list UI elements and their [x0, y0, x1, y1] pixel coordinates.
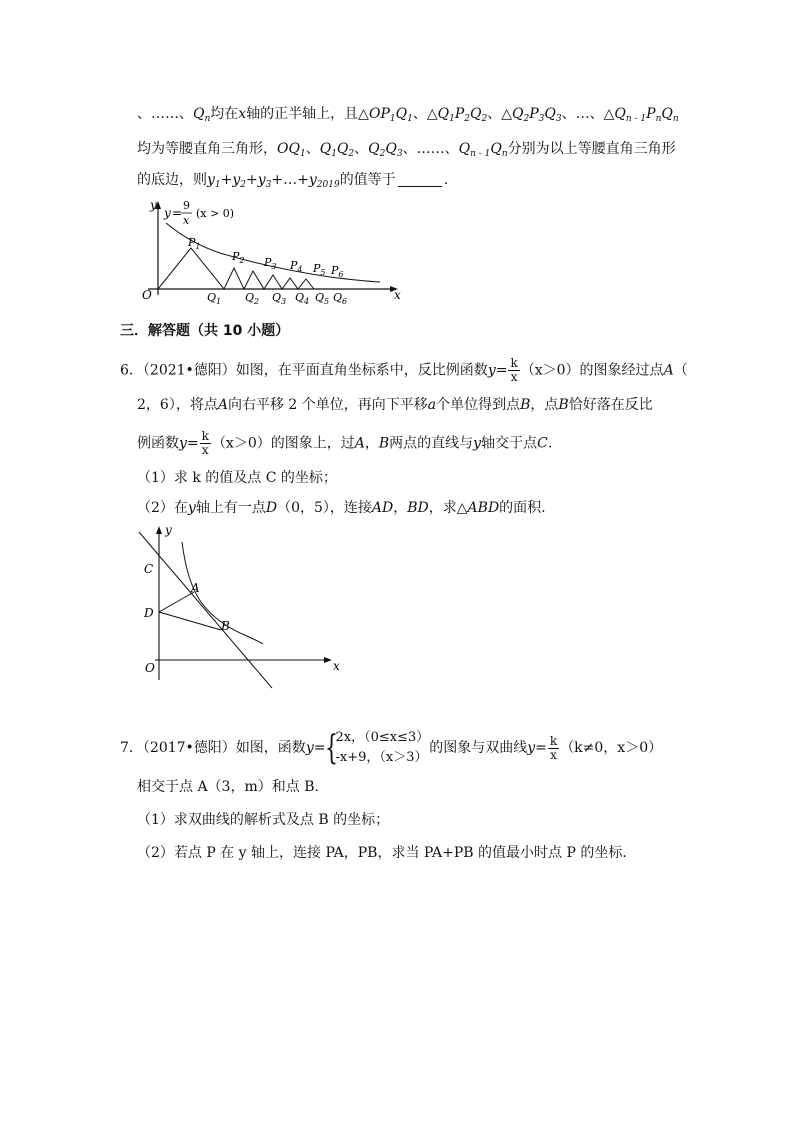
fig2-x-label: x	[333, 659, 340, 673]
label-p5: $P_5$	[313, 262, 326, 277]
label-d: D	[144, 606, 154, 620]
label-q6: $Q_6$	[333, 291, 348, 306]
func-num: 9	[183, 199, 190, 212]
figure-q6	[135, 520, 350, 695]
label-c: C	[144, 562, 154, 576]
label-q4: $Q_4$	[295, 291, 310, 306]
func-cond: (x > 0)	[196, 207, 234, 220]
func-y: y	[164, 206, 171, 220]
q5-line-2: 均为等腰直角三角形，$OQ_1$、$Q_1Q_2$、$Q_2Q_3$、……、$Q_{n - 1}Q_n$分别为以上等腰直角三角形	[137, 141, 676, 159]
q7-line-2: 相交于点 A（3，m）和点 B.	[137, 779, 319, 795]
x-axis-arrow	[324, 657, 332, 663]
label-b: B	[221, 619, 230, 633]
q5-line-3: 的底边，则$y_1+y_2+y_3+\dots+y_{2019}$的值等于 .	[137, 172, 449, 190]
label-p1: $P_1$	[188, 236, 201, 251]
q7-sub-1: （1）求双曲线的解析式及点 B 的坐标；	[137, 812, 390, 828]
q7-piecewise: { 2x，（0≤x≤3） -x+9，（x＞3）	[325, 728, 430, 768]
label-q1: $Q_1$	[207, 291, 222, 306]
label-q5: $Q_5$	[315, 291, 330, 306]
fig1-y-label: y	[150, 198, 157, 212]
q6-sub-1: （1）求 k 的值及点 C 的坐标；	[137, 470, 337, 486]
func-eq: =	[172, 206, 183, 220]
label-p2: $P_2$	[232, 250, 245, 265]
label-p6: $P_6$	[331, 264, 344, 279]
q6-line-3: 例函数y= $\frac{k}{x}$ （x＞0）的图象上，过A，B两点的直线与y轴交于点C.	[137, 429, 553, 457]
fig2-y-label: y	[165, 523, 172, 537]
segment-da	[159, 592, 194, 612]
y-axis-arrow	[156, 526, 162, 534]
figure-hyperbola-triangles	[130, 195, 410, 310]
q7-sub-2: （2）若点 P 在 y 轴上，连接 PA，PB，求当 PA+PB 的值最小时点 P 的坐标.	[137, 845, 627, 861]
answer-blank	[398, 172, 442, 187]
q6-fraction-1: $\frac{k}{x}$	[510, 356, 518, 384]
func-den: x	[183, 214, 190, 227]
q7-line-1: 7．（2017•德阳）如图，函数y= { 2x，（0≤x≤3） -x+9，（x＞3） 的图象与双曲线y= $\frac{k}{x}$ （k≠0，x＞0）	[120, 728, 663, 768]
label-a: A	[191, 581, 200, 595]
label-p3: $P_3$	[264, 256, 277, 271]
q6-fraction-2: $\frac{k}{x}$	[201, 429, 209, 457]
q6-line-2: 2，6），将点A向右平移 2 个单位，再向下平移a个单位得到点B，点B恰好落在反比	[137, 397, 653, 413]
label-q2: $Q_2$	[245, 291, 260, 306]
q7-fraction: $\frac{k}{x}$	[549, 733, 558, 762]
hyperbola-curve	[166, 223, 380, 282]
label-p4: $P_4$	[290, 259, 303, 274]
fig1-x-label: x	[394, 288, 401, 302]
label-q3: $Q_3$	[272, 291, 287, 306]
section-title: 三．解答题（共 10 小题）	[120, 323, 290, 339]
q5-line-1: 、……、$Q_n$均在x轴的正半轴上，且$\triangle OP_1Q_1$、$\triangle Q_1P_2Q_2$、$\triangle Q_2P_3Q_3$、…、$\triangle Q_{n - 1}P_nQ_n$	[137, 106, 679, 124]
q6-line-1: 6．（2021•德阳）如图，在平面直角坐标系中，反比例函数y= $\frac{k}{x}$ （x＞0）的图象经过点A（	[120, 356, 688, 384]
fig1-origin: O	[142, 288, 152, 302]
q6-sub-2: （2）在y轴上有一点D（0，5），连接AD，BD，求△ABD的面积.	[137, 500, 546, 516]
fig2-origin: O	[145, 661, 155, 675]
